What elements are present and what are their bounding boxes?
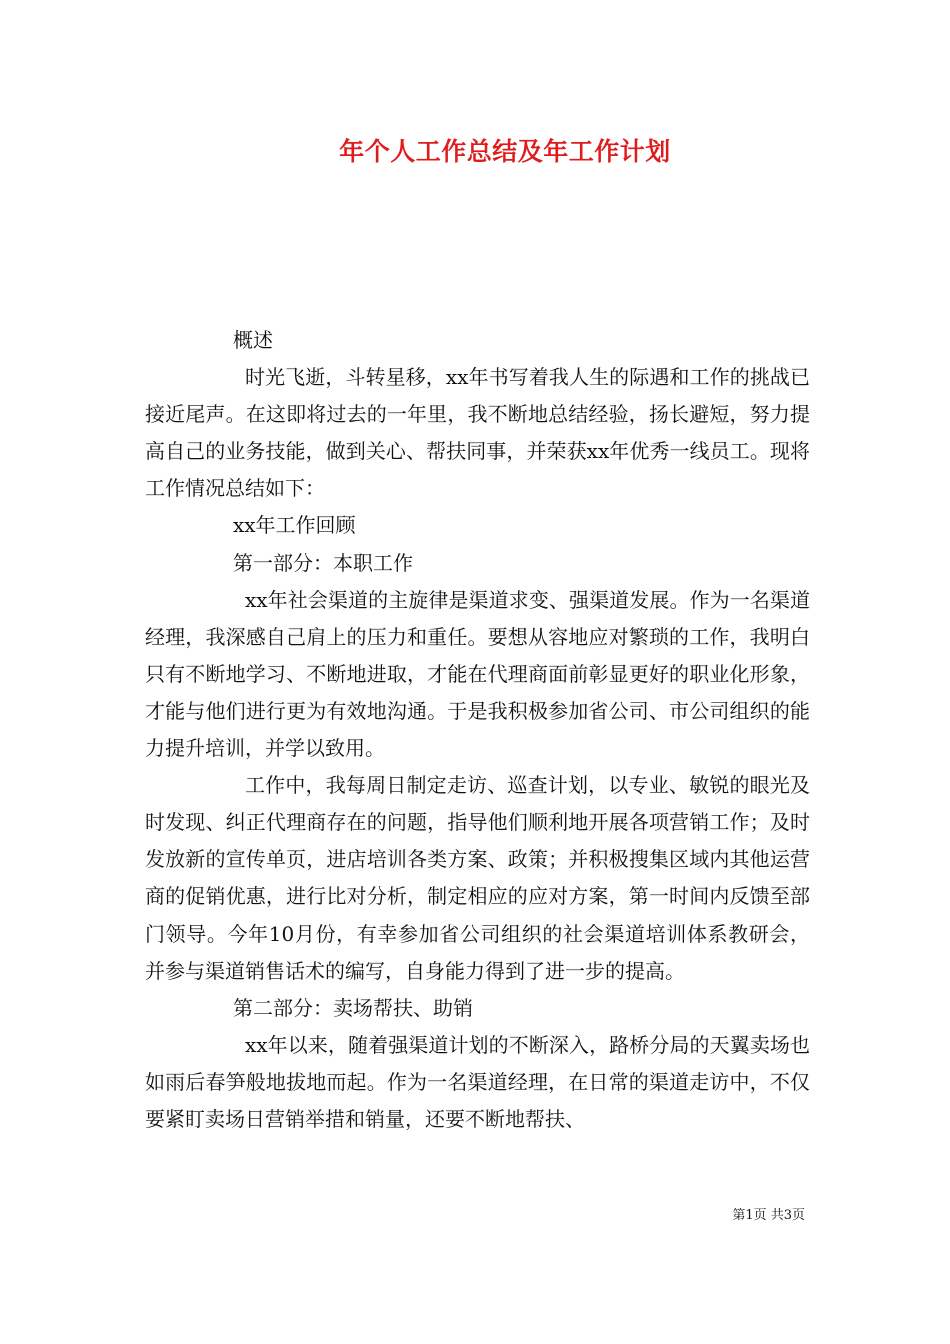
paragraph-part-two-intro: xx年以来，随着强渠道计划的不断深入，路桥分局的天翼卖场也如雨后春笋般地拔地而起。作为一名渠道经理，在日常的渠道走访中，不仅要紧盯卖场日营销举措和销量，还要不断地帮扶、 bbox=[145, 1032, 810, 1131]
section-heading-part-one: 第一部分：本职工作 bbox=[233, 550, 413, 575]
document-title: 年个人工作总结及年工作计划 bbox=[339, 137, 671, 166]
section-heading-review: xx年工作回顾 bbox=[233, 513, 356, 538]
section-heading-part-two: 第二部分：卖场帮扶、助销 bbox=[233, 995, 473, 1020]
paragraph-part-one-intro: xx年社会渠道的主旋律是渠道求变、强渠道发展。作为一名渠道经理，我深感自己肩上的压力和重任。要想从容地应对繁琐的工作，我明白只有不断地学习、不断地进取，才能在代理商面前彰显更好的职业化形象，才能与他们进行更为有效地沟通。于是我积极参加省公司、市公司组织的能力提升培训，并学以致用。 bbox=[145, 587, 810, 761]
paragraph-part-one-work: 工作中，我每周日制定走访、巡查计划，以专业、敏锐的眼光及时发现、纠正代理商存在的问题，指导他们顺利地开展各项营销工作；及时发放新的宣传单页，进店培训各类方案、政策；并积极搜集区域内其他运营商的促销优惠，进行比对分析，制定相应的应对方案，第一时间内反馈至部门领导。今年10月份，有幸参加省公司组织的社会渠道培训体系教研会，并参与渠道销售话术的编写，自身能力得到了进一步的提高。 bbox=[145, 773, 810, 983]
section-heading-overview: 概述 bbox=[233, 328, 273, 352]
document-body bbox=[145, 322, 810, 1138]
paragraph-intro: 时光飞逝，斗转星移，xx年书写着我人生的际遇和工作的挑战已接近尾声。在这即将过去的一年里，我不断地总结经验，扬长避短，努力提高自己的业务技能，做到关心、帮扶同事，并荣获xx年优秀一线员工。现将工作情况总结如下： bbox=[145, 365, 810, 501]
page-number-footer: 第1页 共3页 bbox=[732, 1208, 805, 1223]
